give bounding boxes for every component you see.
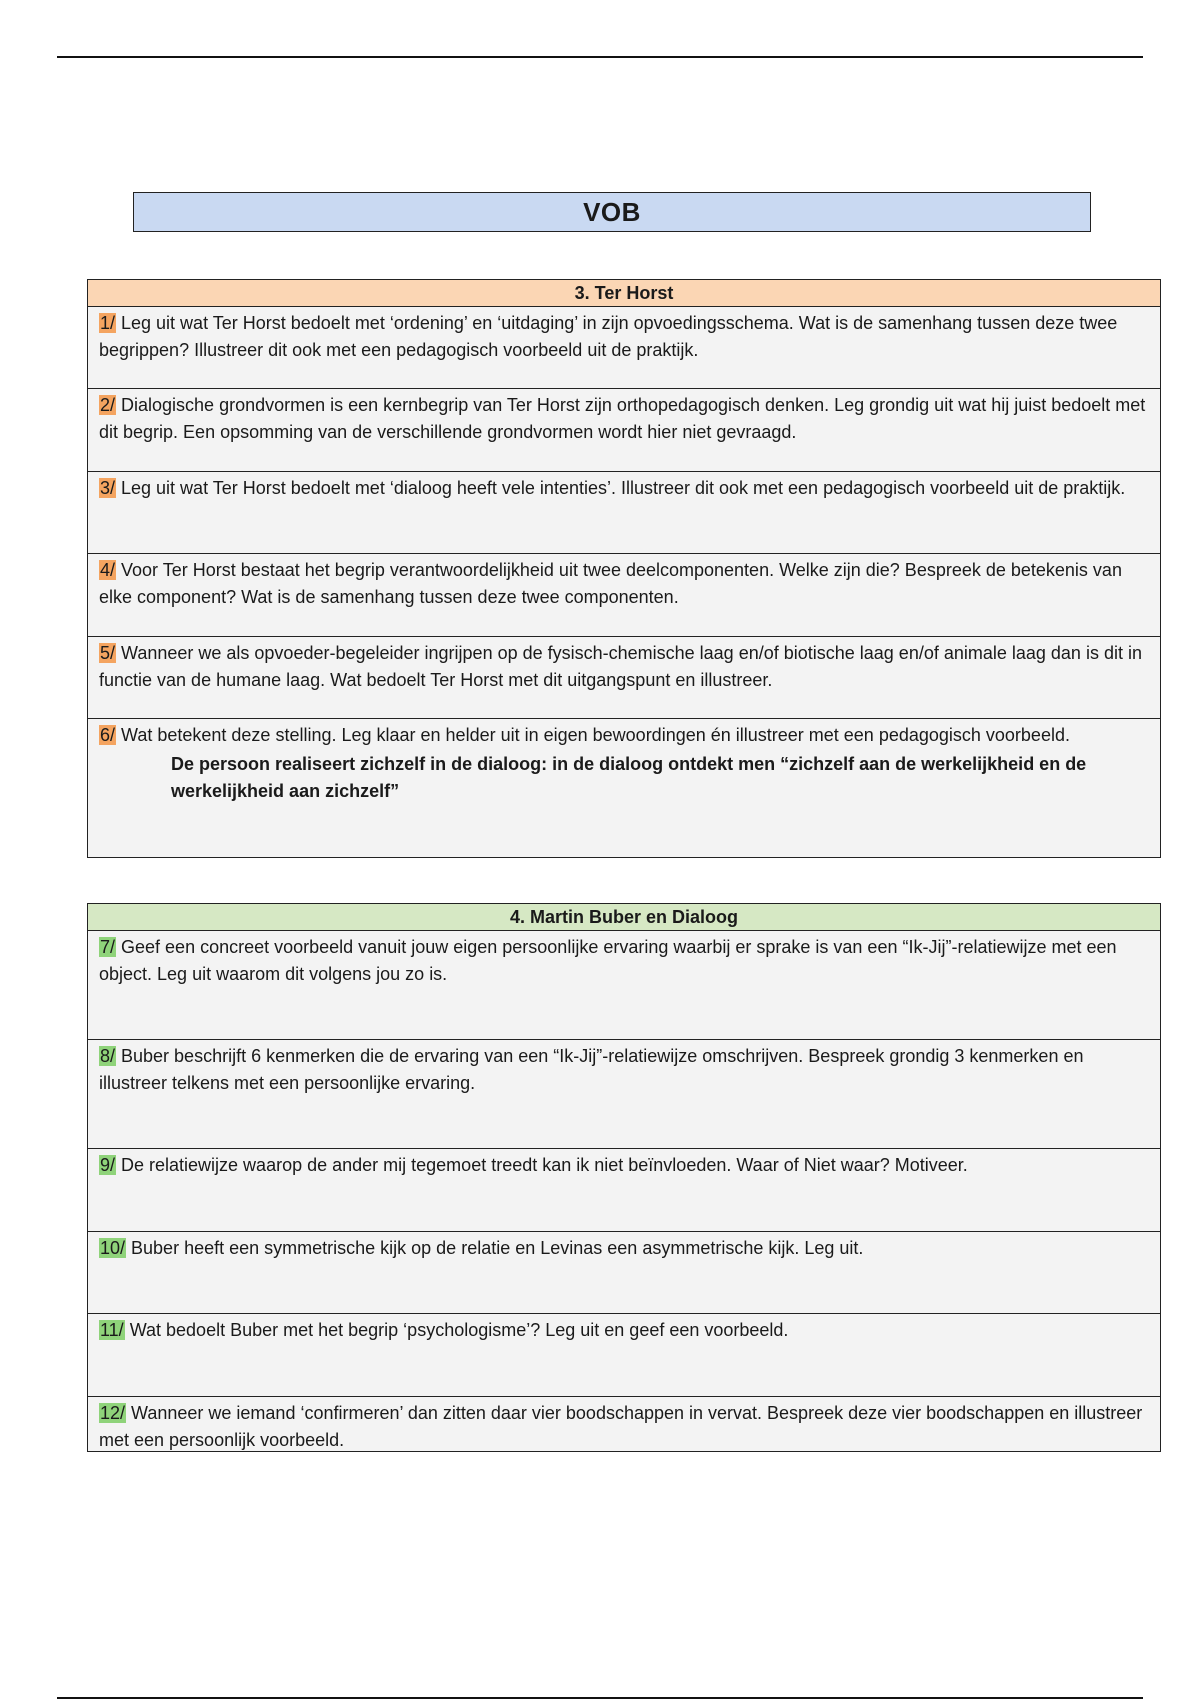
question-number: 7/ <box>100 937 116 957</box>
question-number: 6/ <box>100 725 116 745</box>
question-number: 10/ <box>100 1238 126 1258</box>
question-text: Wat bedoelt Buber met het begrip ‘psychologisme’? Leg uit en geef een voorbeeld. <box>124 1320 789 1340</box>
question-1 <box>88 307 1160 389</box>
question-5 <box>88 637 1160 719</box>
question-11 <box>88 1314 1160 1397</box>
question-text: Leg uit wat Ter Horst bedoelt met ‘dialoog heeft vele intenties’. Illustreer dit ook met een pedagogisch voorbeeld uit de praktijk. <box>116 478 1126 498</box>
question-3 <box>88 472 1160 554</box>
question-text: Geef een concreet voorbeeld vanuit jouw eigen persoonlijke ervaring waarbij er sprake is van een “Ik-Jij”-relatiewijze met een object. Leg uit waarom dit volgens jou zo is. <box>99 937 1117 984</box>
question-6 <box>88 719 1160 857</box>
question-text: Wat betekent deze stelling. Leg klaar en helder uit in eigen bewoordingen én illustreer met een pedagogisch voorbeeld. <box>116 725 1070 745</box>
quoted-statement: De persoon realiseert zichzelf in de dialoog: in de dialoog ontdekt men “zichzelf aan de werkelijkheid en de werkelijkheid aan zichzelf” <box>171 754 1087 801</box>
section-martin-buber <box>87 903 1161 1452</box>
question-text: Buber heeft een symmetrische kijk op de relatie en Levinas een asymmetrische kijk. Leg uit. <box>126 1238 864 1258</box>
document-title <box>133 192 1091 232</box>
document-title-text: VOB <box>583 196 641 227</box>
question-number: 1/ <box>100 313 116 333</box>
top-rule <box>57 56 1143 58</box>
question-number: 11/ <box>100 1320 124 1340</box>
question-text: Leg uit wat Ter Horst bedoelt met ‘ordening’ en ‘uitdaging’ in zijn opvoedingsschema. Wat is de samenhang tussen deze twee begrippen? Illustreer dit ook met een pedagogisch voorbeeld uit de praktijk. <box>99 313 1118 360</box>
section-heading: 3. Ter Horst <box>88 280 1160 307</box>
question-9 <box>88 1149 1160 1232</box>
question-text: Dialogische grondvormen is een kernbegrip van Ter Horst zijn orthopedagogisch denken. Leg grondig uit wat hij juist bedoelt met dit begrip. Een opsomming van de verschillende grondvormen wordt hier niet gevraagd. <box>99 395 1146 442</box>
section-ter-horst <box>87 279 1161 858</box>
question-8 <box>88 1040 1160 1149</box>
question-text: Wanneer we iemand ‘confirmeren’ dan zitten daar vier boodschappen in vervat. Bespreek deze vier boodschappen en illustreer met een persoonlijk voorbeeld. <box>99 1403 1143 1450</box>
question-4 <box>88 554 1160 637</box>
question-text: Voor Ter Horst bestaat het begrip verantwoordelijkheid uit twee deelcomponenten. Welke zijn die? Bespreek de betekenis van elke component? Wat is de samenhang tussen deze twee componenten. <box>99 560 1122 607</box>
question-text: De relatiewijze waarop de ander mij tegemoet treedt kan ik niet beïnvloeden. Waar of Niet waar? Motiveer. <box>116 1155 968 1175</box>
question-text: Wanneer we als opvoeder-begeleider ingrijpen op de fysisch-chemische laag en/of biotische laag en/of animale laag dan is dit in functie van de humane laag. Wat bedoelt Ter Horst met dit uitgangspunt en illustreer. <box>99 643 1142 690</box>
question-2 <box>88 389 1160 472</box>
question-number: 9/ <box>100 1155 116 1175</box>
question-12 <box>88 1397 1160 1451</box>
question-number: 2/ <box>100 395 116 415</box>
question-number: 3/ <box>100 478 116 498</box>
question-number: 5/ <box>100 643 116 663</box>
question-number: 4/ <box>100 560 116 580</box>
question-10 <box>88 1232 1160 1314</box>
bottom-rule <box>57 1697 1143 1699</box>
section-heading: 4. Martin Buber en Dialoog <box>88 904 1160 931</box>
question-number: 12/ <box>100 1403 126 1423</box>
question-7 <box>88 931 1160 1040</box>
question-text: Buber beschrijft 6 kenmerken die de ervaring van een “Ik-Jij”-relatiewijze omschrijven. Bespreek grondig 3 kenmerken en illustreer telkens met een persoonlijke ervaring. <box>99 1046 1084 1093</box>
question-number: 8/ <box>100 1046 116 1066</box>
